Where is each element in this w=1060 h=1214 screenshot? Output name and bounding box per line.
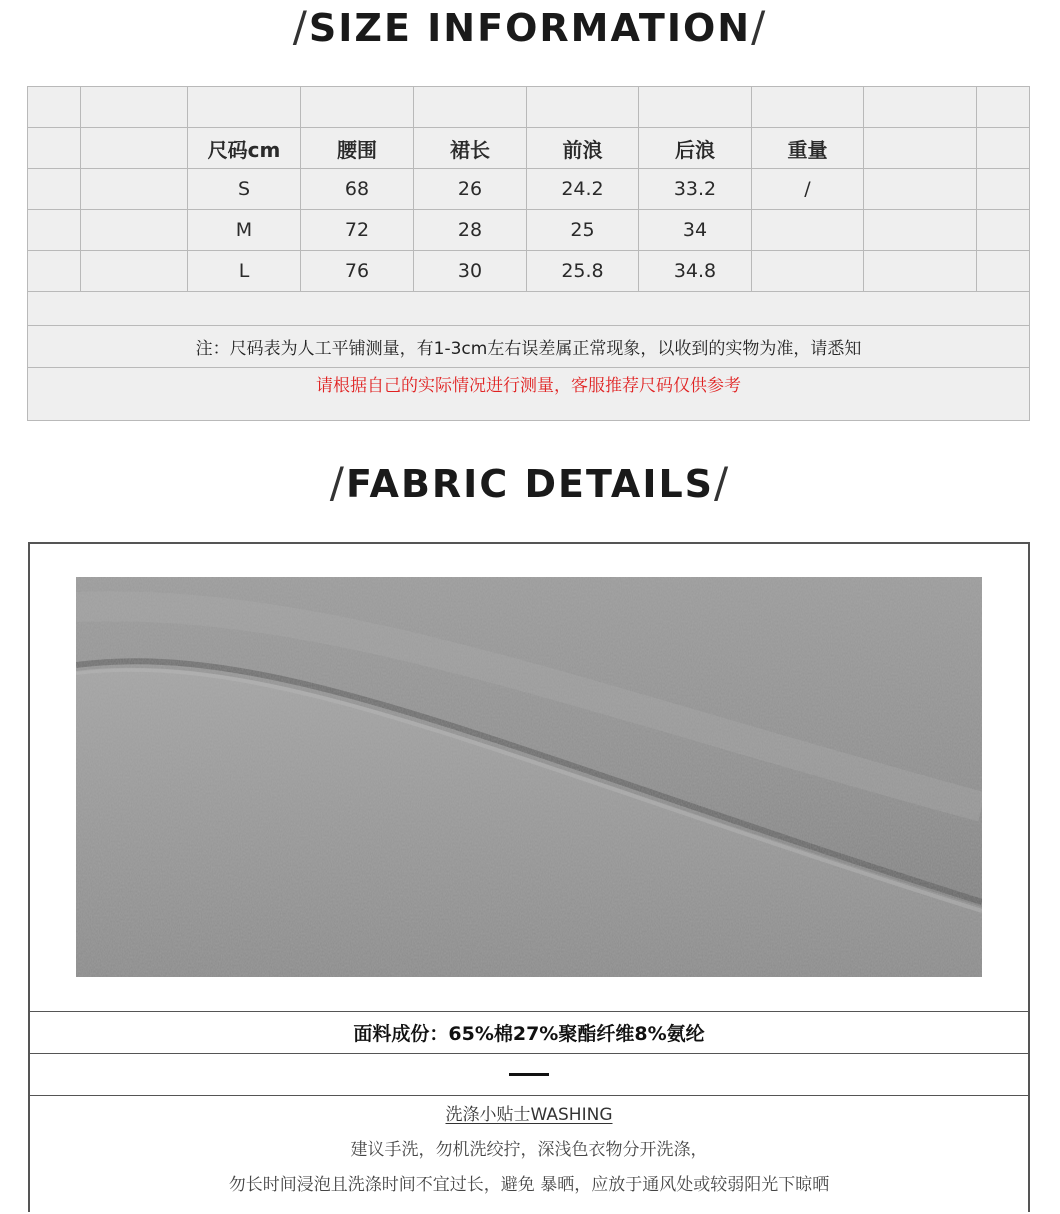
header-front-rise: 前浪 <box>527 128 639 169</box>
fabric-panel <box>28 542 1030 1212</box>
table-row <box>28 251 1029 292</box>
table-cell <box>752 87 864 128</box>
table-cell <box>864 210 977 251</box>
washing-title: 洗涤小贴士WASHING <box>445 1105 613 1125</box>
table-cell <box>977 87 1029 128</box>
skirt-length-value: 28 <box>414 210 527 251</box>
table-cell <box>977 251 1029 292</box>
weight-value <box>752 251 864 292</box>
header-size: 尺码cm <box>188 128 301 169</box>
table-cell <box>527 87 639 128</box>
table-cell <box>864 169 977 210</box>
table-cell <box>977 169 1029 210</box>
table-cell <box>864 251 977 292</box>
back-rise-value: 33.2 <box>639 169 752 210</box>
fabric-image <box>76 577 982 977</box>
weight-value <box>752 210 864 251</box>
size-note: 注：尺码表为人工平铺测量，有1-3cm左右误差属正常现象，以收到的实物为准，请悉知 <box>28 326 1029 368</box>
title-slash: / <box>292 2 309 51</box>
washing-line: 建议手洗，勿机洗绞拧，深浅色衣物分开洗涤， <box>350 1140 708 1160</box>
title-slash: / <box>714 458 731 507</box>
washing-line: 勿长时间浸泡且洗涤时间不宜过长，避免 暴晒，应放于通风处或较弱阳光下晾晒 <box>228 1175 830 1195</box>
table-cell <box>81 128 188 169</box>
divider-dash <box>509 1073 549 1076</box>
waist-value: 72 <box>301 210 414 251</box>
size-information-title <box>0 2 1060 51</box>
front-rise-value: 25 <box>527 210 639 251</box>
table-cell <box>864 87 977 128</box>
table-row <box>28 169 1029 210</box>
fabric-details-title <box>0 458 1060 507</box>
table-cell <box>81 169 188 210</box>
back-rise-value: 34 <box>639 210 752 251</box>
title-slash: / <box>329 458 346 507</box>
table-cell <box>81 251 188 292</box>
table-cell <box>414 87 527 128</box>
fabric-composition: 面料成份：65%棉27%聚酯纤维8%氨纶 <box>353 1023 705 1045</box>
washing-tips <box>30 1095 1028 1214</box>
composition-row <box>30 1011 1028 1053</box>
header-back-rise: 后浪 <box>639 128 752 169</box>
table-cell <box>977 210 1029 251</box>
header-skirt-length: 裙长 <box>414 128 527 169</box>
table-cell <box>28 169 81 210</box>
table-cell <box>188 87 301 128</box>
size-information-label: SIZE INFORMATION <box>308 6 752 50</box>
size-value: L <box>188 251 301 292</box>
table-cell <box>81 87 188 128</box>
front-rise-value: 25.8 <box>527 251 639 292</box>
table-cell <box>28 251 81 292</box>
front-rise-value: 24.2 <box>527 169 639 210</box>
title-slash: / <box>751 2 768 51</box>
size-value: M <box>188 210 301 251</box>
header-waist: 腰围 <box>301 128 414 169</box>
skirt-length-value: 30 <box>414 251 527 292</box>
table-cell <box>864 128 977 169</box>
table-cell <box>977 128 1029 169</box>
skirt-length-value: 26 <box>414 169 527 210</box>
fabric-details-label: FABRIC DETAILS <box>345 462 715 506</box>
table-cell <box>639 87 752 128</box>
table-cell <box>28 87 81 128</box>
divider-row <box>30 1053 1028 1095</box>
table-cell <box>28 128 81 169</box>
table-cell <box>81 210 188 251</box>
table-header-row <box>28 128 1029 169</box>
table-row-empty <box>28 87 1029 128</box>
table-cell <box>28 210 81 251</box>
size-table <box>27 86 1030 421</box>
back-rise-value: 34.8 <box>639 251 752 292</box>
waist-value: 76 <box>301 251 414 292</box>
size-value: S <box>188 169 301 210</box>
table-cell <box>301 87 414 128</box>
table-row <box>28 210 1029 251</box>
header-weight: 重量 <box>752 128 864 169</box>
table-spacer-row <box>28 292 1029 326</box>
waist-value: 68 <box>301 169 414 210</box>
size-warning: 请根据自己的实际情况进行测量，客服推荐尺码仅供参考 <box>316 376 741 396</box>
weight-value: / <box>752 169 864 210</box>
